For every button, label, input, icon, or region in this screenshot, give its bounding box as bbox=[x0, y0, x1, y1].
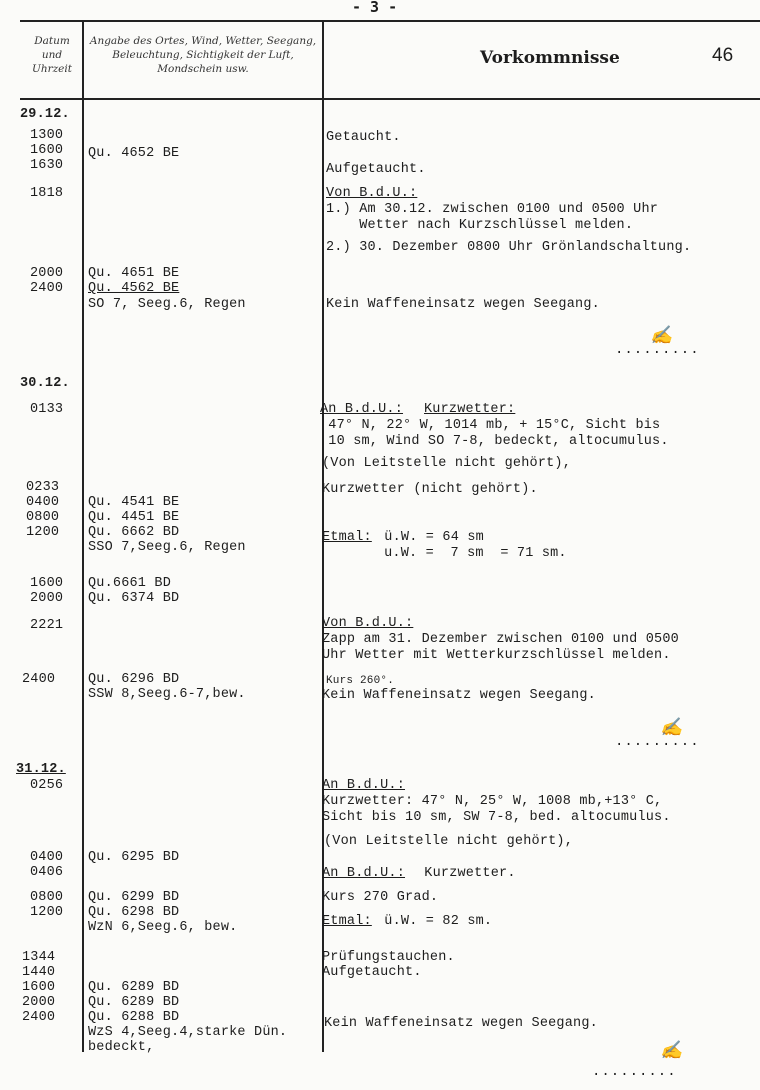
dotted-line-3: ......... bbox=[592, 1064, 677, 1080]
event-aufgetaucht: Aufgetaucht. bbox=[326, 162, 426, 177]
event-getaucht: Getaucht. bbox=[326, 130, 401, 145]
position-8: Qu. 6296 BD SSW 8,Seeg.6-7,bew. bbox=[88, 672, 246, 702]
weather-report-2c: (Von Leitstelle nicht gehört), bbox=[324, 834, 574, 849]
header-rule bbox=[20, 98, 760, 100]
time-1818: 1818 bbox=[30, 186, 64, 201]
bdu-order-1: Zapp am 31. Dezember zwischen 0100 und 0500 bbox=[322, 632, 679, 647]
position-3b: Qu. 4562 BE bbox=[88, 281, 180, 296]
time-0256: 0256 bbox=[30, 778, 64, 793]
bdu-head-4: An B.d.U.: bbox=[322, 778, 406, 793]
times-10: 0400 0406 bbox=[30, 850, 64, 880]
date-30-12: 30.12. bbox=[20, 376, 70, 391]
position-3a: Qu. 4651 BE bbox=[88, 266, 180, 281]
dotted-line-1: ......... bbox=[615, 342, 700, 358]
positions-12: Qu. 6289 BD Qu. 6289 BD Qu. 6288 BD WzS 4,Seeg.4,starke Dün. bedeckt, bbox=[88, 980, 288, 1055]
weather-report-1c: (Von Leitstelle nicht gehört), bbox=[322, 456, 572, 471]
position-1: Qu. 4652 BE bbox=[88, 146, 180, 161]
etmal-label-1: Etmal: bbox=[322, 530, 372, 545]
positions-6: Qu.6661 BD Qu. 6374 BD bbox=[88, 576, 180, 606]
etmal-line-1a: ü.W. = 64 sm bbox=[376, 530, 484, 545]
event-kurzwetter-not-heard: Kurzwetter (nicht gehört). bbox=[322, 482, 538, 497]
bdu-head-5: An B.d.U.: bbox=[322, 866, 406, 881]
top-rule bbox=[20, 20, 760, 22]
initials-2: ✍ bbox=[660, 717, 683, 738]
event-kurzwetter: Kurzwetter. bbox=[416, 866, 516, 881]
etmal-label-2: Etmal: bbox=[322, 914, 372, 929]
time-2400-30: 2400 bbox=[22, 672, 56, 687]
event-kurs-270: Kurs 270 Grad. bbox=[322, 890, 439, 905]
weather-3: SO 7, Seeg.6, Regen bbox=[88, 297, 246, 312]
weather-report-1a: 47° N, 22° W, 1014 mb, + 15°C, Sicht bis bbox=[320, 418, 661, 433]
event-no-attack-1: Kein Waffeneinsatz wegen Seegang. bbox=[326, 297, 600, 312]
initials-1: ✍ bbox=[650, 325, 673, 346]
bdu-head-2: An B.d.U.: bbox=[320, 402, 404, 417]
event-no-attack-3: Kein Waffeneinsatz wegen Seegang. bbox=[324, 1016, 598, 1031]
positions-11: Qu. 6299 BD Qu. 6298 BD WzN 6,Seeg.6, bew. bbox=[88, 890, 238, 935]
initials-3: ✍ bbox=[660, 1040, 683, 1061]
header-col-events: Vorkommnisse bbox=[480, 48, 620, 68]
weather-report-2b: Sicht bis 10 sm, SW 7-8, bed. altocumulus. bbox=[322, 810, 671, 825]
times-1: 1300 1600 1630 bbox=[30, 128, 64, 173]
bdu-head-3: Von B.d.U.: bbox=[322, 616, 414, 631]
positions-5: Qu. 4541 BE Qu. 4451 BE Qu. 6662 BD SSO 7,Seeg.6, Regen bbox=[88, 495, 246, 555]
times-11: 0800 1200 bbox=[30, 890, 64, 920]
times-5: 0233 0400 0800 1200 bbox=[26, 480, 60, 540]
bdu-line-3: 2.) 30. Dezember 0800 Uhr Grönlandschaltung. bbox=[326, 240, 692, 255]
bdu-order-2: Uhr Wetter mit Wetterkurzschlüssel melden. bbox=[322, 648, 671, 663]
times-3: 2000 2400 bbox=[30, 266, 64, 296]
dotted-line-2: ......... bbox=[615, 734, 700, 750]
bdu-line-2: Wetter nach Kurzschlüssel melden. bbox=[326, 218, 634, 233]
course-note: Kurs 260°. bbox=[326, 675, 395, 687]
event-pruefungstauchen: Prüfungstauchen. Aufgetaucht. bbox=[322, 950, 455, 980]
stamp-number: 46 bbox=[712, 45, 734, 66]
date-29-12: 29.12. bbox=[20, 107, 70, 122]
date-31-12: 31.12. bbox=[16, 762, 66, 777]
header-col-date: Datum und Uhrzeit bbox=[32, 35, 72, 75]
weather-report-2a: Kurzwetter: 47° N, 25° W, 1008 mb,+13° C, bbox=[322, 794, 663, 809]
weather-report-1b: 10 sm, Wind SO 7-8, bedeckt, altocumulus. bbox=[320, 434, 669, 449]
page-number: - 3 - bbox=[352, 0, 398, 16]
time-2221: 2221 bbox=[30, 618, 64, 633]
etmal-line-1b: u.W. = 7 sm = 71 sm. bbox=[326, 546, 567, 561]
etmal-line-2: ü.W. = 82 sm. bbox=[376, 914, 493, 929]
position-10: Qu. 6295 BD bbox=[88, 850, 180, 865]
time-0133: 0133 bbox=[30, 402, 64, 417]
times-12: 1344 1440 1600 2000 2400 bbox=[22, 950, 56, 1025]
event-no-attack-2: Kein Waffeneinsatz wegen Seegang. bbox=[322, 688, 596, 703]
times-6: 1600 2000 bbox=[30, 576, 64, 606]
header-col-location: Angabe des Ortes, Wind, Wetter, Seegang, Beleuchtung, Sichtigkeit der Luft, Mondschein usw. bbox=[89, 35, 317, 75]
bdu-line-1: 1.) Am 30.12. zwischen 0100 und 0500 Uhr bbox=[326, 202, 659, 217]
col-divider-1 bbox=[82, 22, 84, 1052]
kurzwetter-label-1: Kurzwetter: bbox=[424, 402, 516, 417]
bdu-head-1: Von B.d.U.: bbox=[326, 186, 418, 201]
